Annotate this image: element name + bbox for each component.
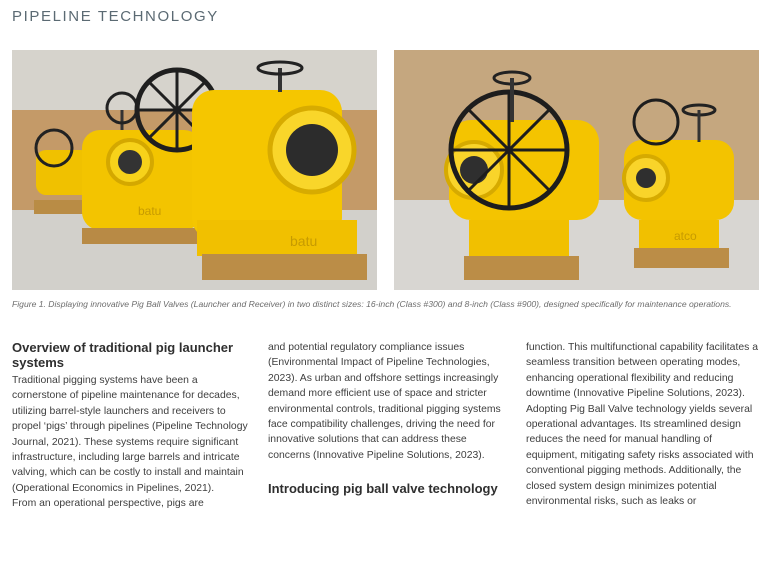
figure-caption: Figure 1. Displaying innovative Pig Ball Valves (Launcher and Receiver) in two distinct sizes: 16-inch (Class #300) and 8-inch (Class #900), designed specifically for maintenance operations. bbox=[12, 299, 732, 309]
paragraph: function. This multifunctional capability facilitates a seamless transition between operating modes, enhancing operational flexibility and reducing downtime (Innovative Pipeline Solutions, 2023). Adopting Pig Ball Valve technology yields several operational advantages. Its streamlined design reduces the need for manual handling of equipment, mitigating safety risks associated with conventional pigging methods. Additionally, the closed system design minimizes potential environmental risks, such as leaks or bbox=[526, 342, 758, 508]
figure-photo-left bbox=[12, 50, 377, 290]
left-photo-brand-label-2: batu bbox=[290, 233, 318, 249]
left-photo-brand-label: batu bbox=[138, 204, 162, 218]
figure-photo-right bbox=[394, 50, 759, 290]
paragraph: and potential regulatory compliance issues (Environmental Impact of Pipeline Technologies, 2023). As urban and offshore settings increasingly demand more efficient use of space and stricter environmental controls, traditional pigging systems face compatibility challenges, driving the need for innovative solutions that can address these concerns (Innovative Pipeline Solutions, 2023). bbox=[268, 342, 501, 461]
paragraph: From an operational perspective, pigs are bbox=[12, 498, 204, 510]
section-header: PIPELINE TECHNOLOGY bbox=[12, 8, 219, 25]
section-heading-pig-ball-valve: Introducing pig ball valve technology bbox=[268, 481, 498, 497]
paragraph: Traditional pigging systems have been a cornerstone of pipeline maintenance for decades, utilizing barrel-style launchers and receivers to propel ‘pigs’ through pipelines (Pipeline Technology Journal, 2021). These systems require significant infrastructure, including large barrels and intricate valving, which can be costly to install and maintain (Operational Economics in Pipelines, 2021). bbox=[12, 375, 248, 494]
article-column-3 bbox=[526, 340, 758, 509]
article-column-2 bbox=[268, 340, 504, 499]
article-column-1 bbox=[12, 340, 252, 512]
section-heading-overview: Overview of traditional pig launcher systems bbox=[12, 340, 234, 370]
right-photo-brand-label: atco bbox=[674, 229, 697, 243]
